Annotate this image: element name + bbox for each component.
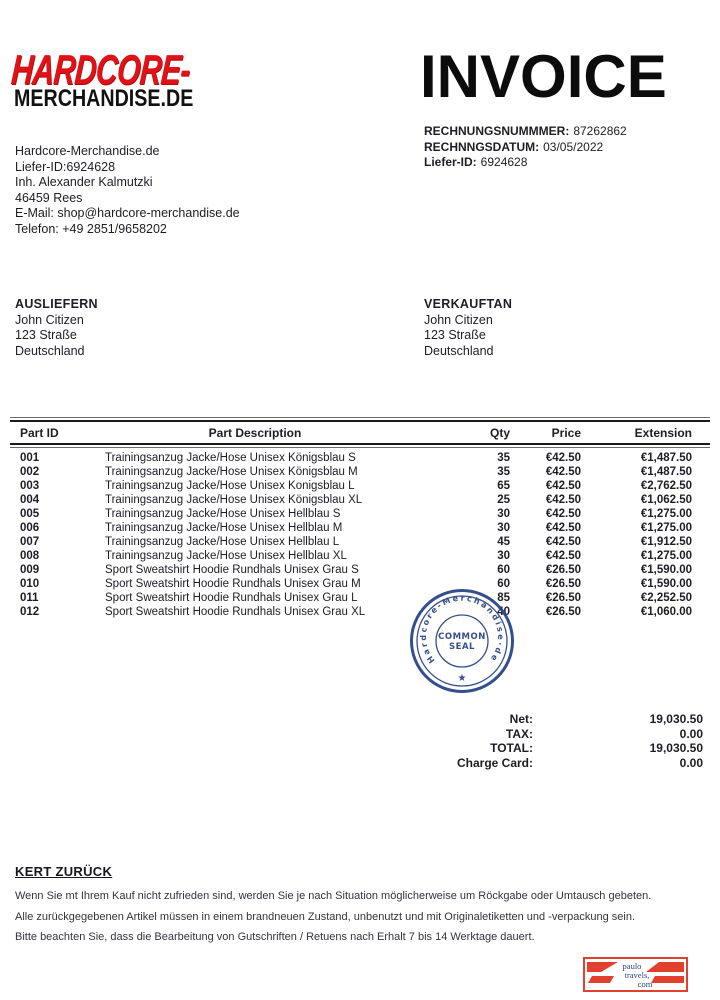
returns-policy	[15, 886, 710, 948]
returns-heading: KERT ZURÜCK	[15, 864, 113, 879]
cell-qty: 85	[497, 592, 510, 604]
invoice-table	[0, 452, 720, 620]
cell-extension: €1,912.50	[640, 536, 692, 548]
cell-description: Trainingsanzug Jacke/Hose Unisex Königsblau S	[105, 452, 356, 464]
totals-label: Net:	[509, 712, 533, 726]
cell-qty: 30	[497, 550, 510, 562]
table-rule-top-thick	[10, 420, 710, 422]
table-row	[0, 466, 720, 480]
company-address-line: Inh. Alexander Kalmutzki	[15, 175, 153, 190]
col-header-qty: Qty	[489, 426, 510, 440]
totals-value: 0.00	[679, 726, 703, 741]
table-row	[0, 550, 720, 564]
meta-label: Liefer-ID:	[424, 155, 477, 169]
totals-value: 19,030.50	[649, 741, 703, 755]
cell-description: Trainingsanzug Jacke/Hose Unisex Hellblau M	[105, 522, 343, 534]
cell-extension: €1,487.50	[640, 452, 692, 464]
cell-part-id: 005	[20, 508, 40, 520]
totals-value: 19,030.50	[649, 712, 703, 726]
invoice-meta-line	[424, 140, 627, 156]
cell-extension: €1,275.00	[640, 508, 692, 520]
page-title: INVOICE	[420, 43, 667, 110]
totals-block	[0, 712, 720, 770]
cell-part-id: 001	[20, 452, 40, 464]
col-header-price: Price	[551, 426, 581, 440]
totals-row	[0, 756, 720, 771]
sold-to-line: John Citizen	[424, 312, 493, 327]
cell-price: €42.50	[545, 522, 581, 534]
table-header-row	[0, 426, 720, 440]
table-rule-header-thick	[10, 443, 710, 445]
invoice-meta	[424, 124, 627, 171]
cell-extension: €1,590.00	[640, 564, 692, 576]
table-row	[0, 592, 720, 606]
company-address-line: E-Mail: shop@hardcore-merchandise.de	[15, 206, 240, 221]
cell-description: Sport Sweatshirt Hoodie Rundhals Unisex Grau L	[105, 592, 358, 604]
returns-policy-line: Wenn Sie mt Ihrem Kauf nicht zufrieden sind, werden Sie je nach Situation möglicherweise um Röckgabe oder Umtausch gebeten.	[15, 890, 652, 902]
cell-part-id: 009	[20, 564, 40, 576]
table-row	[0, 452, 720, 466]
cell-qty: 60	[497, 564, 510, 576]
cell-extension: €2,252.50	[640, 592, 692, 604]
cell-extension: €1,275.00	[640, 550, 692, 562]
cell-price: €26.50	[545, 578, 581, 590]
sold-to-line: 123 Straße	[424, 328, 486, 342]
company-address-line: 46459 Rees	[15, 190, 83, 205]
totals-value: 0.00	[679, 755, 703, 770]
cell-price: €26.50	[545, 564, 581, 576]
cell-price: €42.50	[545, 536, 581, 548]
company-address-line: Liefer-ID:6924628	[15, 159, 116, 174]
seal-star-icon: ★	[457, 673, 467, 684]
cell-price: €26.50	[545, 592, 581, 604]
col-header-part-id: Part ID	[20, 426, 59, 440]
cell-description: Trainingsanzug Jacke/Hose Unisex Hellblau L	[105, 536, 340, 548]
watermark-text-line2: travels,	[624, 970, 650, 980]
cell-qty: 40	[497, 606, 510, 618]
company-address-line: Hardcore-Merchandise.de	[15, 144, 160, 158]
cell-description: Sport Sweatshirt Hoodie Rundhals Unisex Grau XL	[105, 606, 366, 618]
brand-logo-line2: MERCHANDISE.DE	[14, 85, 194, 112]
totals-label: Charge Card:	[456, 755, 533, 770]
seal-ring-text: Hardcore-Merchandise·de	[418, 593, 506, 665]
returns-policy-line: Bitte beachten Sie, dass die Bearbeitung von Gutschriften / Retuens nach Erhalt 7 bis 14 Werktage dauert.	[15, 931, 535, 943]
table-row	[0, 494, 720, 508]
totals-label: TAX:	[505, 726, 533, 741]
cell-part-id: 010	[20, 578, 40, 590]
watermark-text-line3: com	[637, 979, 653, 989]
cell-description: Trainingsanzug Jacke/Hose Unisex Königsblau M	[105, 466, 358, 478]
svg-text:Hardcore-Merchandise·de	[419, 594, 505, 665]
ship-to-lines	[15, 313, 98, 360]
cell-extension: €2,762.50	[640, 480, 692, 492]
sold-to-heading: VERKAUFTAN	[424, 297, 513, 311]
paulo-travels-logo	[583, 957, 688, 993]
invoice-meta-line	[424, 124, 627, 140]
returns-policy-line: Alle zurückgegebenen Artikel müssen in einem brandneuen Zustand, unbenutzt und mit Originaletiketten und -verpackung sein.	[15, 910, 636, 923]
table-row	[0, 606, 720, 620]
cell-description: Trainingsanzug Jacke/Hose Unisex Hellblau S	[105, 508, 341, 520]
totals-row	[0, 712, 720, 727]
cell-part-id: 012	[20, 606, 40, 618]
company-address-block	[15, 144, 240, 238]
table-row	[0, 480, 720, 494]
cell-price: €26.50	[545, 606, 581, 618]
col-header-description: Part Description	[208, 426, 302, 440]
totals-row	[0, 741, 720, 756]
cell-extension: €1,060.00	[640, 606, 692, 618]
seal-center-line2: SEAL	[449, 642, 475, 652]
cell-price: €42.50	[545, 466, 581, 478]
cell-price: €42.50	[545, 452, 581, 464]
cell-qty: 60	[497, 578, 510, 590]
cell-price: €42.50	[545, 494, 581, 506]
cell-part-id: 003	[20, 480, 40, 492]
cell-part-id: 006	[20, 522, 40, 534]
invoice-meta-line	[424, 155, 627, 171]
cell-part-id: 004	[20, 494, 40, 506]
cell-price: €42.50	[545, 508, 581, 520]
meta-label: RECHNNGSDATUM:	[424, 139, 540, 154]
cell-extension: €1,275.00	[640, 522, 692, 534]
col-header-extension: Extension	[634, 426, 692, 440]
table-row	[0, 578, 720, 592]
table-rule-top-thin	[10, 417, 710, 418]
sold-to-lines	[424, 313, 512, 360]
seal-center-line1: COMMON	[438, 632, 486, 642]
sold-to-block	[424, 297, 512, 359]
meta-value: 87262862	[573, 124, 627, 138]
cell-description: Sport Sweatshirt Hoodie Rundhals Unisex Grau S	[105, 564, 359, 576]
meta-label: RECHNUNGSNUMMMER:	[424, 124, 570, 138]
table-row	[0, 508, 720, 522]
meta-value: 03/05/2022	[543, 139, 604, 154]
cell-part-id: 008	[20, 550, 40, 562]
cell-description: Trainingsanzug Jacke/Hose Unisex Hellblau XL	[105, 550, 347, 562]
cell-extension: €1,590.00	[640, 578, 692, 590]
watermark-text-line1: paulo	[622, 961, 642, 971]
ship-to-line: 123 Straße	[15, 328, 77, 342]
cell-price: €42.50	[545, 480, 581, 492]
cell-extension: €1,062.50	[640, 494, 692, 506]
cell-price: €42.50	[545, 550, 581, 562]
cell-qty: 25	[497, 494, 510, 506]
cell-part-id: 011	[20, 592, 39, 604]
common-seal-stamp	[402, 581, 522, 701]
company-address-line: Telefon: +49 2851/9658202	[15, 221, 167, 236]
totals-row	[0, 727, 720, 742]
meta-value: 6924628	[480, 155, 528, 169]
cell-qty: 45	[497, 536, 510, 548]
ship-to-line: John Citizen	[15, 312, 84, 327]
ship-to-line: Deutschland	[15, 343, 85, 358]
sold-to-line: Deutschland	[424, 343, 494, 358]
cell-part-id: 002	[20, 466, 40, 478]
cell-description: Trainingsanzug Jacke/Hose Unisex Königsblau XL	[105, 494, 363, 506]
table-row	[0, 564, 720, 578]
totals-label: TOTAL:	[490, 741, 533, 755]
table-row	[0, 522, 720, 536]
cell-qty: 30	[497, 508, 510, 520]
ship-to-block	[15, 297, 98, 359]
table-rule-header-thin	[10, 447, 710, 448]
cell-qty: 30	[497, 522, 510, 534]
cell-description: Sport Sweatshirt Hoodie Rundhals Unisex Grau M	[105, 578, 361, 590]
cell-qty: 35	[497, 466, 510, 478]
ship-to-heading: AUSLIEFERN	[15, 297, 98, 311]
cell-qty: 35	[497, 452, 510, 464]
cell-part-id: 007	[20, 536, 40, 548]
cell-description: Trainingsanzug Jacke/Hose Unisex Konigsblau L	[105, 480, 355, 492]
cell-extension: €1,487.50	[640, 466, 692, 478]
cell-qty: 65	[497, 480, 510, 492]
brand-logo-line1: HARDCORE-	[9, 46, 192, 93]
table-row	[0, 536, 720, 550]
